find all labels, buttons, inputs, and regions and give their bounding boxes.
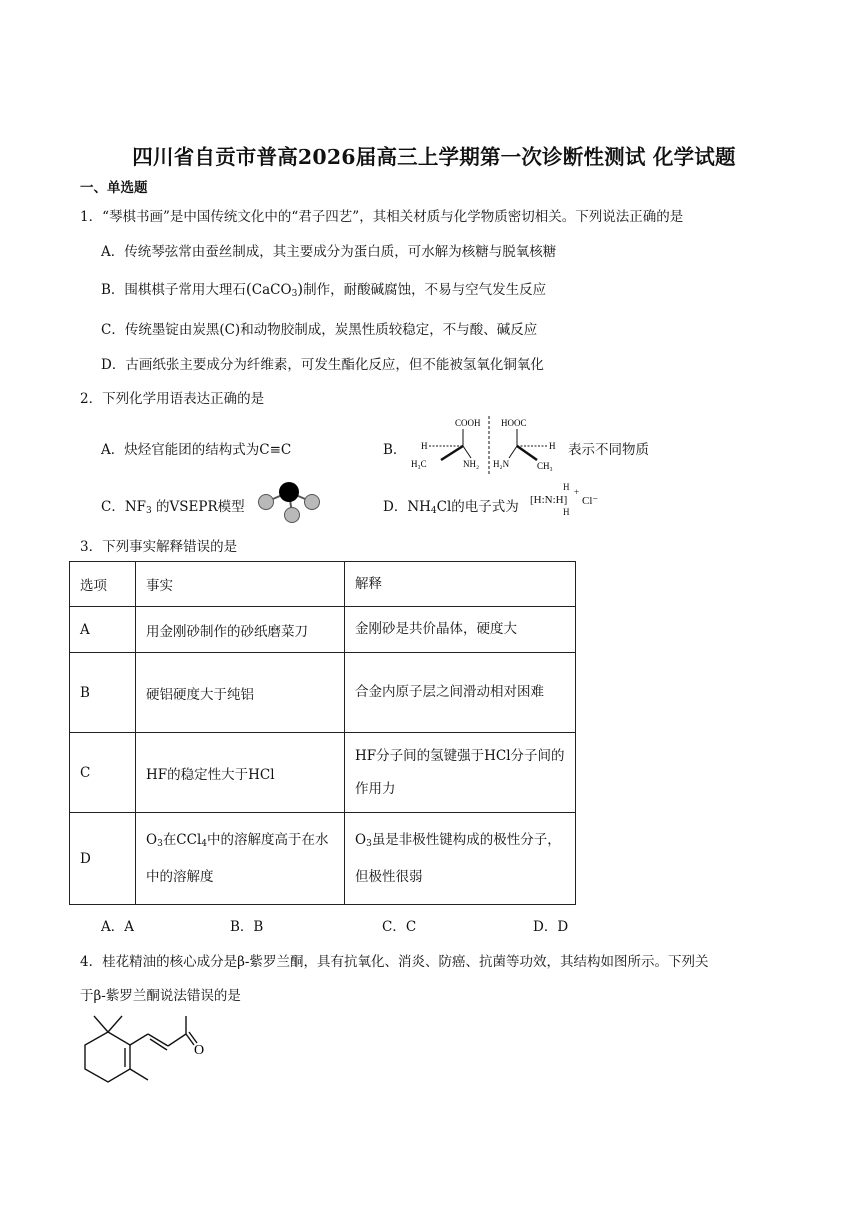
- table-header-cell: 事实: [136, 562, 345, 607]
- q1-stem: 1．“琴棋书画”是中国传统文化中的“君子四艺”，其相关材质与化学物质密切相关。下列说法正确的是: [80, 209, 684, 225]
- mol-right-ch3: CH₃: [537, 461, 553, 471]
- table-row: D $O_3$在CCl$_4$中的溶解度高于在水中的溶解度 $O_3$虽是非极性键构成的极性分子，但极性很弱: [70, 813, 576, 905]
- q2-stem: 2．下列化学用语表达正确的是: [80, 391, 265, 407]
- q4-stem-line1: 4．桂花精油的核心成分是β-紫罗兰酮，具有抗氧化、消炎、防癌、抗菌等功效，其结构如图所示。下列关: [80, 954, 709, 970]
- q3-choice-b: B．B: [230, 919, 264, 935]
- q1-option-d: D．古画纸张主要成分为纤维素，可发生酯化反应，但不能被氢氧化铜氧化: [101, 357, 544, 373]
- section-heading: 一、单选题: [80, 180, 148, 196]
- q3-choice-d: D．D: [533, 919, 569, 935]
- page-title: 四川省自贡市普高2026届高三上学期第一次诊断性测试 化学试题: [132, 145, 736, 169]
- table-header-cell: 选项: [70, 562, 136, 607]
- enantiomer-structure: [405, 414, 570, 476]
- mol-right-h: H: [549, 441, 556, 451]
- q2-option-c: C．$NF_3$ 的VSEPR模型: [101, 499, 245, 516]
- mol-right-cooh: HOOC: [501, 418, 527, 428]
- table-header-cell: 解释: [345, 562, 576, 607]
- mol-left-nh2: NH₂: [463, 459, 480, 469]
- mol-left-ch3: H₃C: [411, 459, 427, 469]
- q2-option-a: A．炔烃官能团的结构式为C≡C: [101, 442, 292, 458]
- q3-table: [69, 561, 576, 905]
- mol-left-cooh: COOH: [455, 418, 481, 428]
- vsepr-model-icon: [256, 480, 322, 524]
- q3-choice-c: C．C: [382, 919, 417, 935]
- q1-option-a: A．传统琴弦常由蚕丝制成，其主要成分为蛋白质，可水解为核糖与脱氧核糖: [101, 244, 557, 260]
- q3-stem: 3．下列事实解释错误的是: [80, 539, 238, 555]
- q2-option-b-text: 表示不同物质: [568, 442, 649, 458]
- q2-option-b-label: B．: [383, 442, 407, 458]
- q1-option-c: C．传统墨锭由炭黑(C)和动物胶制成，炭黑性质较稳定，不与酸、碱反应: [101, 322, 538, 338]
- table-header-row: [70, 562, 576, 607]
- table-row: C HF的稳定性大于HCl HF分子间的氢键强于HCl分子间的作用力: [70, 733, 576, 813]
- ionone-structure: [70, 1012, 220, 1092]
- q1-option-b: B．围棋棋子常用大理石(CaCO$_3$)制作，耐酸碱腐蚀，不易与空气发生反应: [101, 280, 547, 299]
- mol-right-nh2: H₂N: [493, 459, 510, 469]
- q4-stem-line2: 于β-紫罗兰酮说法错误的是: [80, 988, 241, 1004]
- table-row: B 硬铝硬度大于纯铝 合金内原子层之间滑动相对困难: [70, 653, 576, 733]
- q3-choice-a: A．A: [101, 919, 134, 935]
- ketone-o-label: O: [194, 1043, 205, 1058]
- table-row: A 用金刚砂制作的砂纸磨菜刀 金刚砂是共价晶体，硬度大: [70, 607, 576, 653]
- mol-left-h: H: [421, 441, 428, 451]
- q2-option-d: D．$NH_4Cl$的电子式为: [383, 499, 519, 516]
- electron-formula: H [H:N:H] + Cl⁻ H: [530, 482, 599, 517]
